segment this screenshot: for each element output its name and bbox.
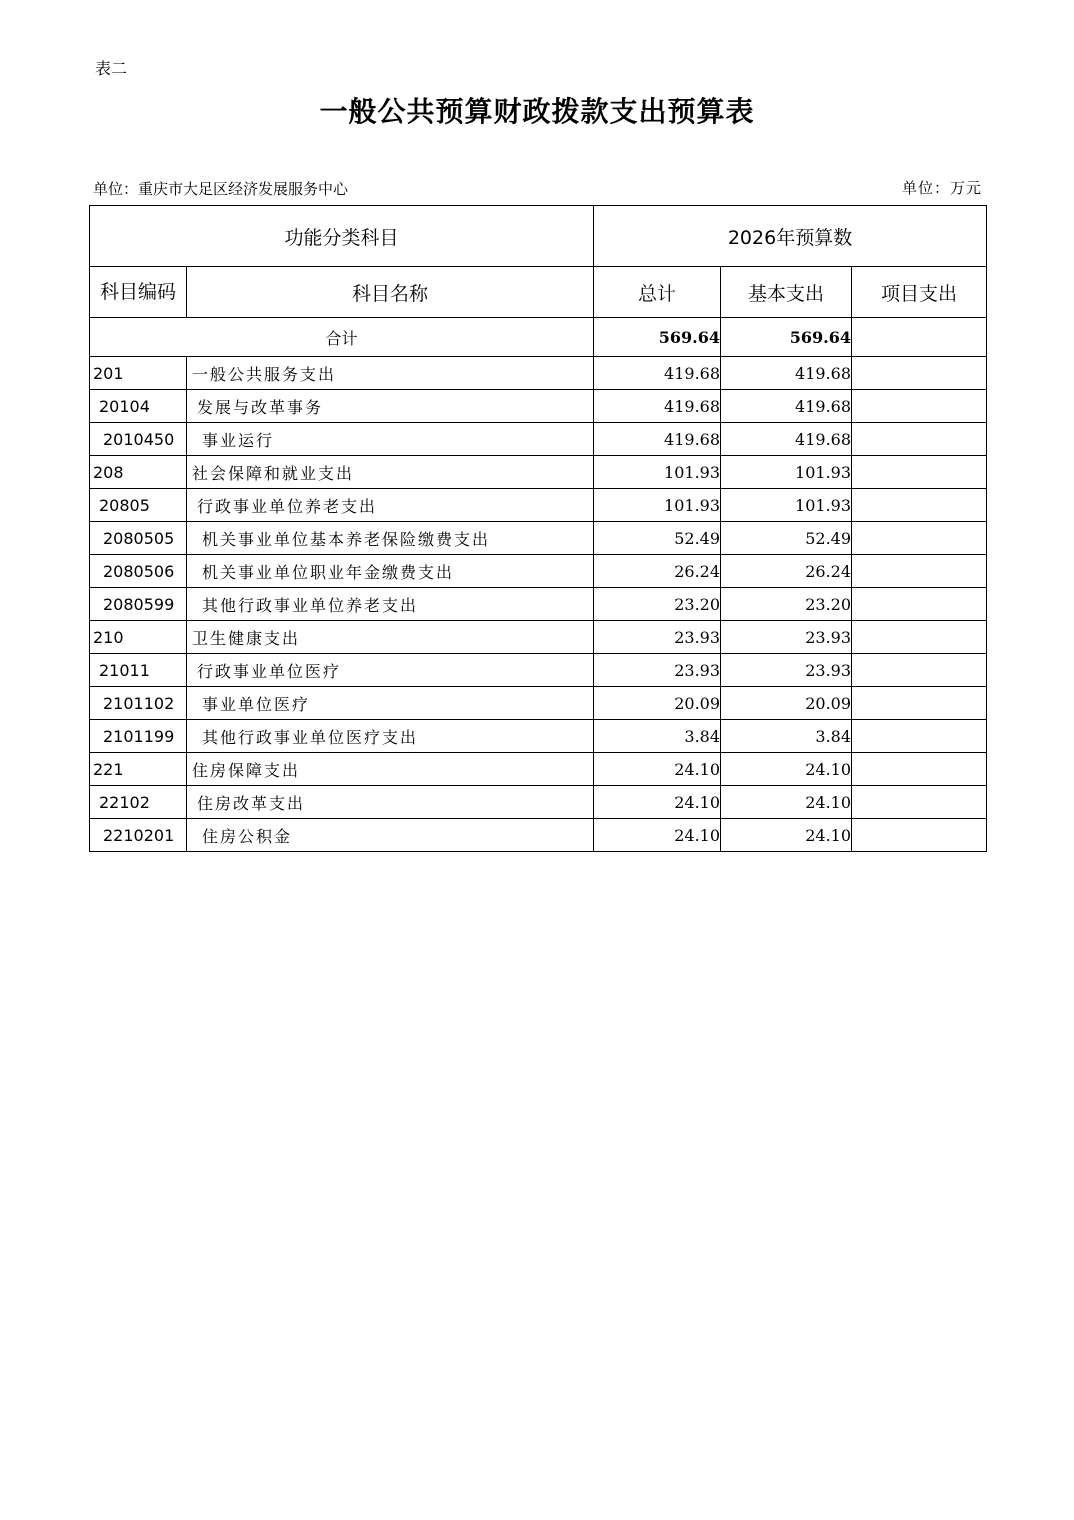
row-basic: 20.09 — [721, 687, 852, 720]
table-row — [90, 753, 987, 786]
row-total: 419.68 — [594, 423, 721, 456]
row-code: 2101199 — [90, 720, 187, 753]
table-row — [90, 819, 987, 852]
row-name: 住房公积金 — [187, 819, 594, 852]
total-basic: 569.64 — [721, 318, 852, 357]
row-project — [852, 588, 987, 621]
unit-organization: 单位：重庆市大足区经济发展服务中心 — [93, 180, 349, 198]
total-label: 合计 — [90, 318, 594, 357]
row-project — [852, 786, 987, 819]
table-row — [90, 522, 987, 555]
table-row — [90, 555, 987, 588]
table-row — [90, 621, 987, 654]
row-name: 发展与改革事务 — [187, 390, 594, 423]
row-code: 2080506 — [90, 555, 187, 588]
row-basic: 101.93 — [721, 489, 852, 522]
header-row-columns — [90, 267, 987, 318]
row-total: 3.84 — [594, 720, 721, 753]
row-code: 2080599 — [90, 588, 187, 621]
row-project — [852, 654, 987, 687]
row-code: 2010450 — [90, 423, 187, 456]
header-function-category: 功能分类科目 — [90, 206, 594, 267]
row-basic: 419.68 — [721, 423, 852, 456]
row-name: 卫生健康支出 — [187, 621, 594, 654]
row-code: 21011 — [90, 654, 187, 687]
row-total: 23.20 — [594, 588, 721, 621]
header-total: 总计 — [594, 267, 721, 318]
row-project — [852, 555, 987, 588]
row-name: 住房改革支出 — [187, 786, 594, 819]
row-basic: 419.68 — [721, 390, 852, 423]
header-code: 科目编码 — [90, 267, 187, 318]
total-project — [852, 318, 987, 357]
row-total: 24.10 — [594, 819, 721, 852]
row-total: 101.93 — [594, 456, 721, 489]
row-basic: 24.10 — [721, 753, 852, 786]
row-project — [852, 390, 987, 423]
row-project — [852, 687, 987, 720]
row-total: 419.68 — [594, 390, 721, 423]
table-row — [90, 786, 987, 819]
row-basic: 52.49 — [721, 522, 852, 555]
row-project — [852, 621, 987, 654]
table-row — [90, 357, 987, 390]
row-basic: 101.93 — [721, 456, 852, 489]
row-name: 机关事业单位基本养老保险缴费支出 — [187, 522, 594, 555]
row-name: 其他行政事业单位养老支出 — [187, 588, 594, 621]
row-total: 419.68 — [594, 357, 721, 390]
table-row — [90, 489, 987, 522]
row-total: 26.24 — [594, 555, 721, 588]
row-code: 2080505 — [90, 522, 187, 555]
page-title: 一般公共预算财政拨款支出预算表 — [319, 95, 755, 128]
row-name: 事业单位医疗 — [187, 687, 594, 720]
header-project: 项目支出 — [852, 267, 987, 318]
row-code: 2210201 — [90, 819, 187, 852]
row-code: 208 — [90, 456, 187, 489]
unit-currency: 单位：万元 — [901, 179, 982, 197]
row-total: 101.93 — [594, 489, 721, 522]
row-basic: 24.10 — [721, 786, 852, 819]
row-name: 其他行政事业单位医疗支出 — [187, 720, 594, 753]
row-code: 221 — [90, 753, 187, 786]
row-basic: 23.20 — [721, 588, 852, 621]
row-project — [852, 489, 987, 522]
row-code: 20104 — [90, 390, 187, 423]
row-name: 住房保障支出 — [187, 753, 594, 786]
row-name: 行政事业单位医疗 — [187, 654, 594, 687]
row-basic: 24.10 — [721, 819, 852, 852]
header-budget-year: 2026年预算数 — [594, 206, 987, 267]
row-project — [852, 753, 987, 786]
row-basic: 3.84 — [721, 720, 852, 753]
row-total: 20.09 — [594, 687, 721, 720]
table-row — [90, 423, 987, 456]
row-project — [852, 819, 987, 852]
row-total: 24.10 — [594, 753, 721, 786]
header-basic: 基本支出 — [721, 267, 852, 318]
row-name: 机关事业单位职业年金缴费支出 — [187, 555, 594, 588]
table-row — [90, 456, 987, 489]
row-project — [852, 357, 987, 390]
row-basic: 23.93 — [721, 654, 852, 687]
row-code: 201 — [90, 357, 187, 390]
row-project — [852, 456, 987, 489]
row-total: 23.93 — [594, 654, 721, 687]
row-name: 社会保障和就业支出 — [187, 456, 594, 489]
table-row — [90, 390, 987, 423]
row-name: 事业运行 — [187, 423, 594, 456]
row-basic: 23.93 — [721, 621, 852, 654]
table-row — [90, 654, 987, 687]
table-number: 表二 — [95, 59, 128, 78]
table-row — [90, 588, 987, 621]
row-basic: 26.24 — [721, 555, 852, 588]
header-name: 科目名称 — [187, 267, 594, 318]
row-total: 23.93 — [594, 621, 721, 654]
budget-table — [89, 205, 987, 852]
header-row-group — [90, 206, 987, 267]
row-name: 一般公共服务支出 — [187, 357, 594, 390]
row-project — [852, 423, 987, 456]
row-total: 24.10 — [594, 786, 721, 819]
row-code: 210 — [90, 621, 187, 654]
row-name: 行政事业单位养老支出 — [187, 489, 594, 522]
row-project — [852, 720, 987, 753]
row-project — [852, 522, 987, 555]
row-basic: 419.68 — [721, 357, 852, 390]
row-code: 20805 — [90, 489, 187, 522]
table-row — [90, 720, 987, 753]
row-code: 22102 — [90, 786, 187, 819]
table-row — [90, 687, 987, 720]
total-row — [90, 318, 987, 357]
row-code: 2101102 — [90, 687, 187, 720]
row-total: 52.49 — [594, 522, 721, 555]
total-total: 569.64 — [594, 318, 721, 357]
